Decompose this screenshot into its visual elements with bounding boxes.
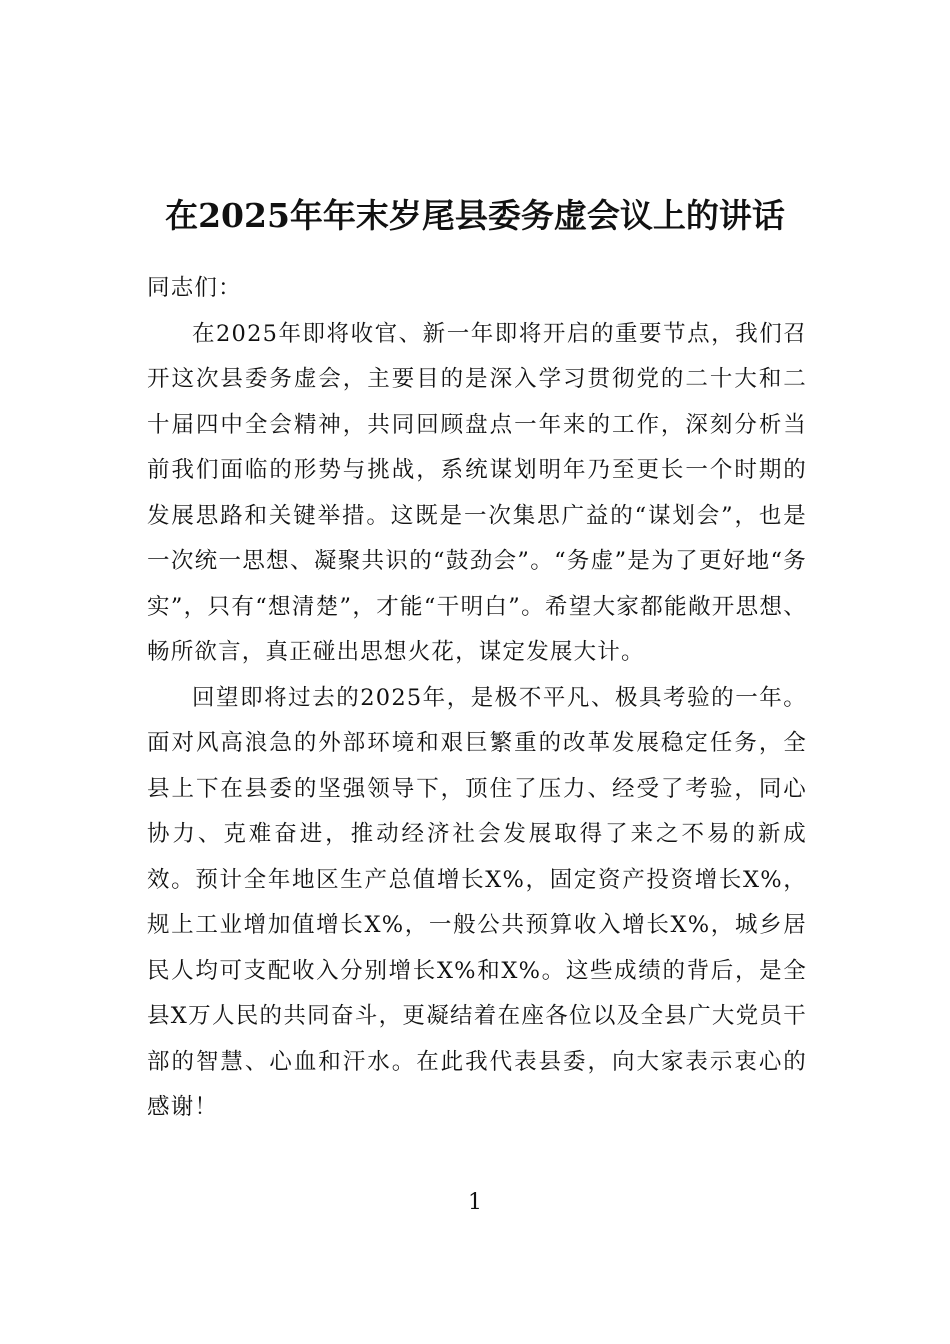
paragraph-1: 在2025年即将收官、新一年即将开启的重要节点，我们召开这次县委务虚会，主要目的是深入学习贯彻党的二十大和二十届四中全会精神，共同回顾盘点一年来的工作，深刻分析当前我们面临的形势与挑战，系统谋划明年乃至更长一个时期的发展思路和关键举措。这既是一次集思广益的“谋划会”，也是一次统一思想、凝聚共识的“鼓劲会”。“务虚”是为了更好地“务实”，只有“想清楚”，才能“干明白”。希望大家都能敞开思想、畅所欲言，真正碰出思想火花，谋定发展大计。 xyxy=(147,320,807,665)
page-number: 1 xyxy=(468,1190,482,1215)
document-title: 在2025年年末岁尾县委务虚会议上的讲话 xyxy=(165,196,785,236)
paragraph-2: 回望即将过去的2025年，是极不平凡、极具考验的一年。面对风高浪急的外部环境和艰巨繁重的改革发展稳定任务，全县上下在县委的坚强领导下，顶住了压力、经受了考验，同心协力、克难奋进，推动经济社会发展取得了来之不易的新成效。预计全年地区生产总值增长X%，固定资产投资增长X%，规上工业增加值增长X%，一般公共预算收入增长X%，城乡居民人均可支配收入分别增长X%和X%。这些成绩的背后，是全县X万人民的共同奋斗，更凝结着在座各位以及全县广大党员干部的智慧、心血和汗水。在此我代表县委，向大家表示衷心的感谢！ xyxy=(147,684,807,1120)
document-body xyxy=(147,266,807,1131)
salutation: 同志们： xyxy=(147,275,242,301)
